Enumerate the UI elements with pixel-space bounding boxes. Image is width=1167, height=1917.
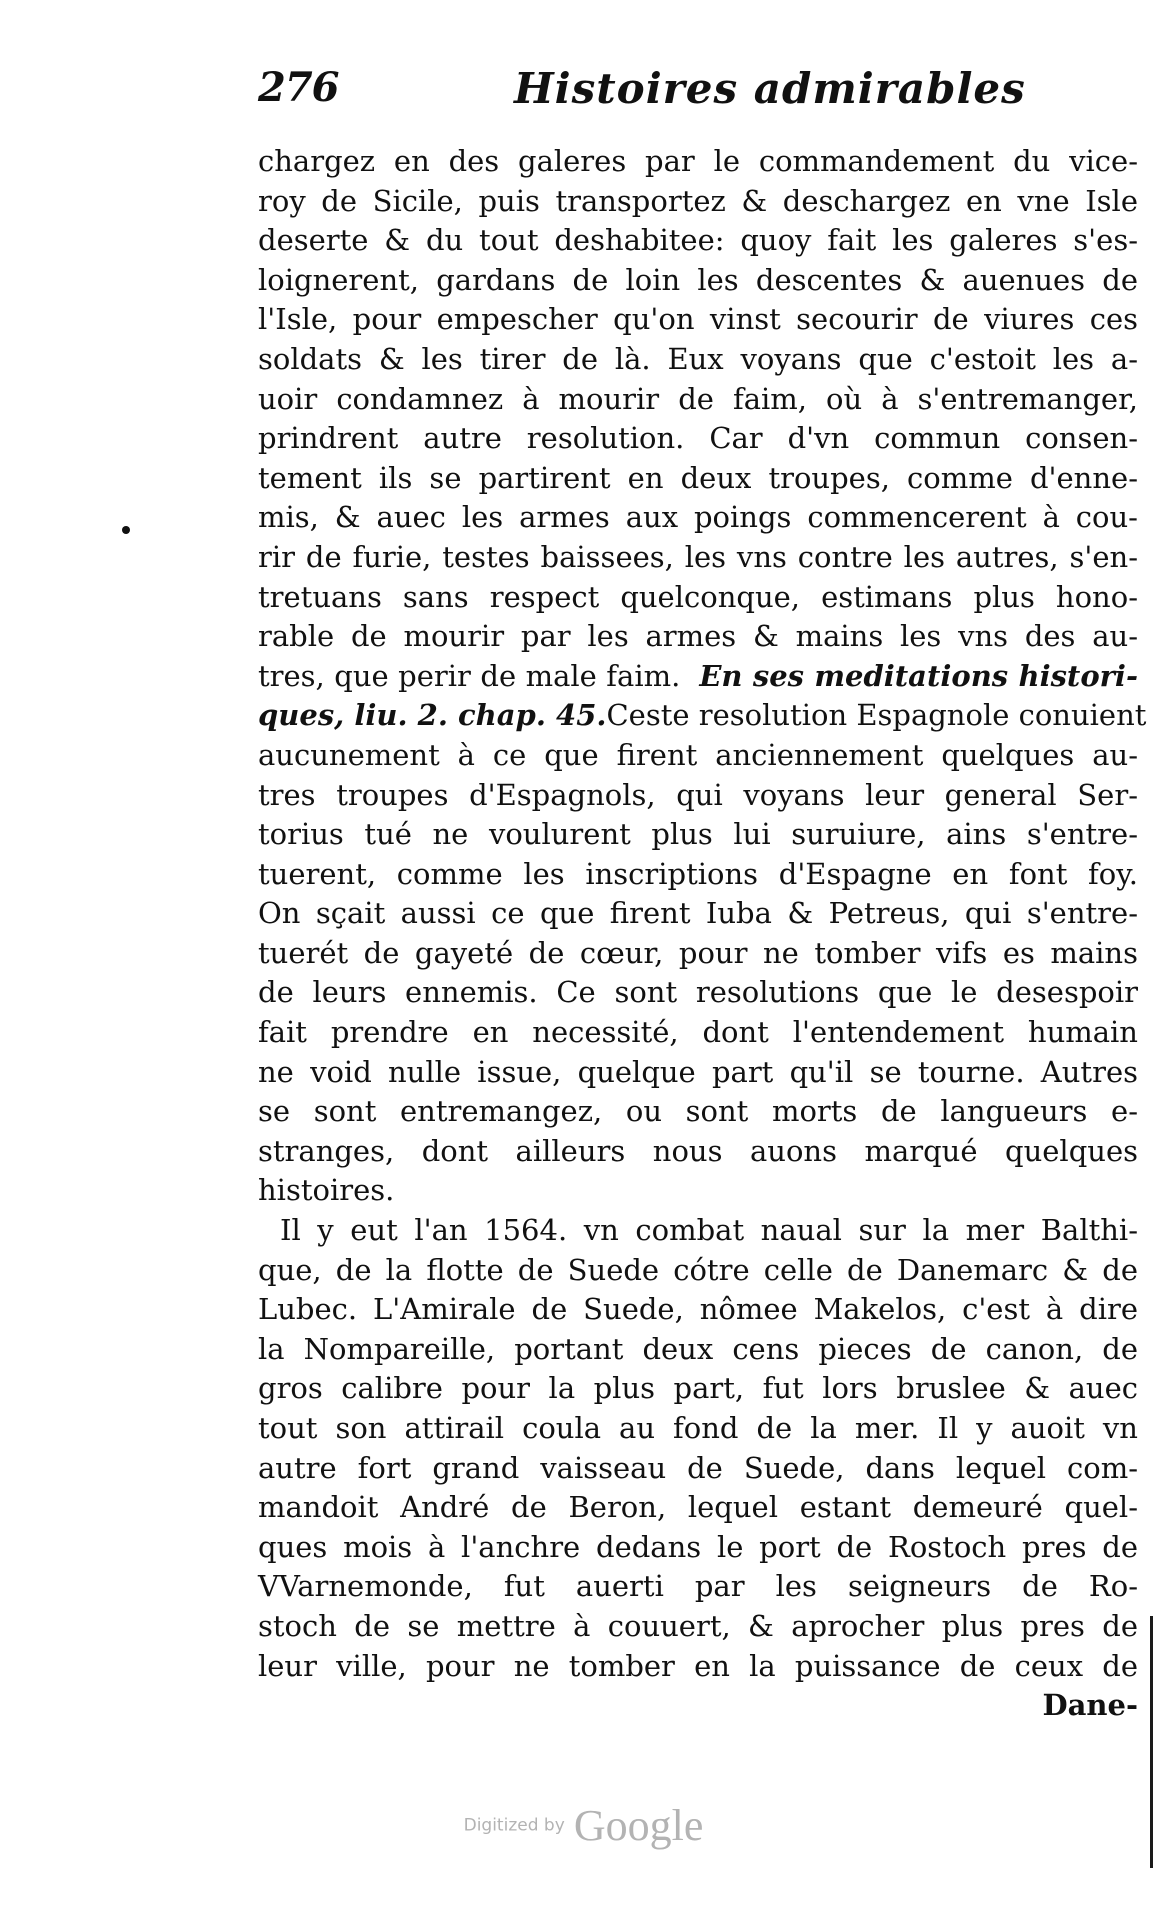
watermark-prefix: Digitized by bbox=[463, 1815, 565, 1836]
text-line: VVarnemonde, fut auerti par les seigneurs de Ro- bbox=[258, 1569, 1138, 1604]
text-line: chargez en des galeres par le commandement du vice- bbox=[258, 144, 1138, 178]
text-line-with-citation bbox=[258, 657, 1138, 697]
text-line: soldats & les tirer de là. Eux voyans que c'estoit les a- bbox=[258, 341, 1138, 376]
text-line: tuerét de gayeté de cœur, pour ne tomber vifs es mains bbox=[258, 935, 1138, 970]
text-line: ques mois à l'anchre dedans le port de Rostoch pres de bbox=[258, 1529, 1138, 1564]
text-line: rir de furie, testes baissees, les vns contre les autres, s'en- bbox=[258, 539, 1138, 574]
text-line: ne void nulle issue, quelque part qu'il se tourne. Autres bbox=[258, 1054, 1138, 1089]
text-line: la Nompareille, portant deux cens pieces de canon, de bbox=[258, 1331, 1138, 1366]
text-line: tout son attirail coula au fond de la mer. Il y auoit vn bbox=[258, 1411, 1138, 1445]
text-line: Il y eut l'an 1564. vn combat naual sur la mer Balthi- bbox=[280, 1213, 1138, 1248]
text-line: l'Isle, pour empescher qu'on vinst secourir de viures ces bbox=[258, 302, 1138, 337]
page-header bbox=[258, 64, 1128, 124]
body-text bbox=[258, 142, 1147, 1726]
text-line: de leurs ennemis. Ce sont resolutions que le desespoir bbox=[258, 975, 1138, 1010]
text-line: mis, & auec les armes aux poings commencerent à cou- bbox=[258, 500, 1138, 535]
text-line: tretuans sans respect quelconque, estimans plus hono- bbox=[258, 579, 1138, 614]
text-line: tres troupes d'Espagnols, qui voyans leur general Ser- bbox=[258, 777, 1138, 812]
text-line: que, de la flotte de Suede cótre celle de Danemarc & de bbox=[258, 1252, 1138, 1287]
citation: En ses meditations histori- bbox=[699, 658, 1138, 693]
text-line: torius tué ne voulurent plus lui suruiure, ains s'entre- bbox=[258, 817, 1138, 852]
text-segment: Ceste resolution Espagnole conuient bbox=[606, 698, 1147, 733]
text-line: leur ville, pour ne tomber en la puissance de ceux de bbox=[258, 1648, 1138, 1683]
text-line: autre fort grand vaisseau de Suede, dans lequel com- bbox=[258, 1450, 1138, 1485]
text-segment: tres, que perir de male faim. bbox=[258, 658, 681, 693]
text-line: uoir condamnez à mourir de faim, où à s'entremanger, bbox=[258, 381, 1138, 416]
text-line: stoch de se mettre à couuert, & aprocher plus pres de bbox=[258, 1608, 1138, 1643]
catchword: Dane- bbox=[1042, 1688, 1138, 1723]
text-line: prindrent autre resolution. Car d'vn commun consen- bbox=[258, 421, 1138, 456]
text-line: se sont entremangez, ou sont morts de langueurs e- bbox=[258, 1094, 1138, 1129]
margin-dot-mark bbox=[122, 526, 130, 534]
text-line: gros calibre pour la plus part, fut lors bruslee & auec bbox=[258, 1371, 1138, 1406]
text-line: tement ils se partirent en deux troupes, comme d'enne- bbox=[258, 460, 1138, 495]
text-line: On sçait aussi ce que firent Iuba & Petreus, qui s'entre- bbox=[258, 896, 1138, 931]
text-line: deserte & du tout deshabitee: quoy fait les galeres s'es- bbox=[258, 223, 1138, 258]
text-line: Lubec. L'Amirale de Suede, nômee Makelos, c'est à dire bbox=[258, 1292, 1138, 1327]
text-line: loignerent, gardans de loin les descentes & auenues de bbox=[258, 262, 1138, 297]
text-line: mandoit André de Beron, lequel estant demeuré quel- bbox=[258, 1490, 1138, 1525]
text-line: rable de mourir par les armes & mains les vns des au- bbox=[258, 619, 1138, 654]
text-line: fait prendre en necessité, dont l'entendement humain bbox=[258, 1015, 1138, 1050]
text-line: tuerent, comme les inscriptions d'Espagne en font foy. bbox=[258, 856, 1138, 891]
digitization-watermark bbox=[0, 1800, 1167, 1851]
text-line: stranges, dont ailleurs nous auons marqué quelques bbox=[258, 1133, 1138, 1168]
google-logo: Google bbox=[573, 1801, 704, 1850]
text-line-with-citation bbox=[258, 696, 1147, 736]
running-head: Histoires admirables bbox=[514, 64, 1026, 113]
citation: ques, liu. 2. chap. 45. bbox=[258, 698, 607, 733]
page-number: 276 bbox=[258, 64, 339, 111]
text-line: histoires. bbox=[258, 1173, 395, 1208]
text-line: aucunement à ce que firent anciennement quelques au- bbox=[258, 737, 1138, 772]
text-line: roy de Sicile, puis transportez & deschargez en vne Isle bbox=[258, 183, 1138, 218]
